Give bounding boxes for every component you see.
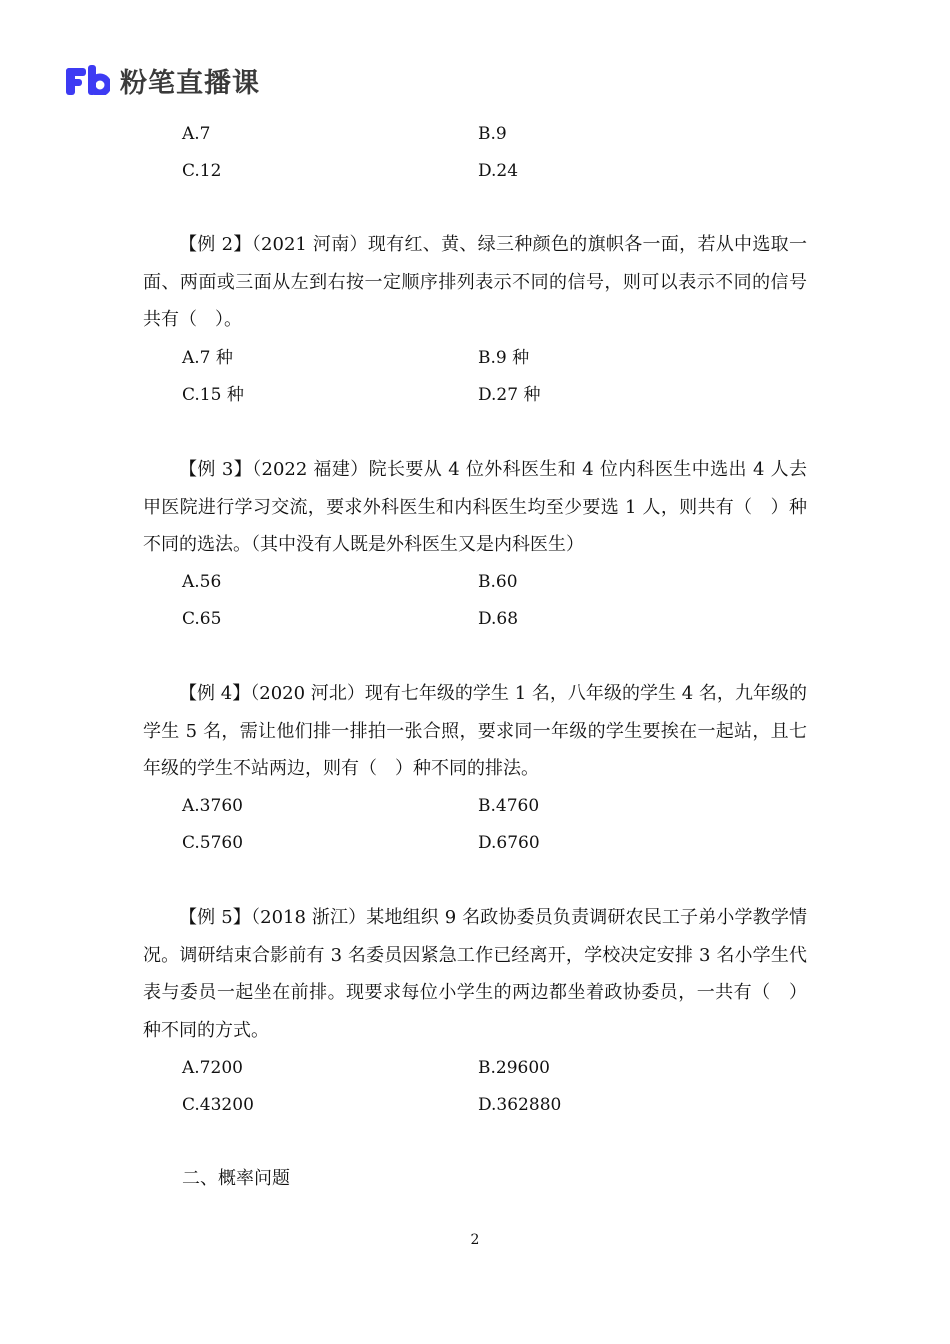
option-row xyxy=(182,384,802,406)
section-heading: 二、概率问题 xyxy=(182,1168,290,1189)
question-text: 【例 5】（2018 浙江）某地组织 9 名政协委员负责调研农民工子弟小学教学情况。调研结束合影前有 3 名委员因紧急工作已经离开，学校决定安排 3 名小学生代表与委员一起坐在前排。现要求每位小学生的两边都坐着政协委员，一共有（ ）种不同的方式。 xyxy=(143,907,807,1041)
option-d: D.24 xyxy=(478,161,519,181)
option-c: C.15 种 xyxy=(182,385,244,405)
option-c: C.12 xyxy=(182,161,222,181)
option-d: D.6760 xyxy=(478,833,540,853)
option-a: A.7200 xyxy=(182,1058,243,1078)
option-row xyxy=(182,832,802,854)
option-d: D.27 种 xyxy=(478,385,541,405)
option-c: C.5760 xyxy=(182,833,244,853)
page-number: 2 xyxy=(470,1232,480,1248)
option-d: D.362880 xyxy=(478,1095,562,1115)
question-text: 【例 3】（2022 福建）院长要从 4 位外科医生和 4 位内科医生中选出 4 人去甲医院进行学习交流，要求外科医生和内科医生均至少要选 1 人，则共有（ ）种不同的选法。（其中没有人既是外科医生又是内科医生） xyxy=(143,459,807,555)
question-3 xyxy=(143,451,807,564)
question-text: 【例 2】（2021 河南）现有红、黄、绿三种颜色的旗帜各一面，若从中选取一面、两面或三面从左到右按一定顺序排列表示不同的信号，则可以表示不同的信号共有（ ）。 xyxy=(143,234,807,330)
option-b: B.9 种 xyxy=(478,348,530,368)
option-c: C.43200 xyxy=(182,1095,254,1115)
question-text: 【例 4】（2020 河北）现有七年级的学生 1 名，八年级的学生 4 名，九年级的学生 5 名，需让他们排一排拍一张合照，要求同一年级的学生要挨在一起站，且七年级的学生不站两边，则有（ ）种不同的排法。 xyxy=(143,683,807,779)
option-row xyxy=(182,571,802,593)
option-row xyxy=(182,123,802,145)
question-2 xyxy=(143,226,807,339)
option-row xyxy=(182,160,802,182)
option-row xyxy=(182,1057,802,1079)
fb-logo-icon xyxy=(66,65,110,95)
option-b: B.4760 xyxy=(478,796,540,816)
brand-logo xyxy=(66,62,260,98)
option-b: B.60 xyxy=(478,572,518,592)
option-a: A.7 种 xyxy=(182,348,233,368)
option-row xyxy=(182,347,802,369)
option-row xyxy=(182,1094,802,1116)
option-row xyxy=(182,608,802,630)
option-a: A.56 xyxy=(182,572,222,592)
option-d: D.68 xyxy=(478,609,519,629)
option-c: C.65 xyxy=(182,609,222,629)
option-b: B.29600 xyxy=(478,1058,550,1078)
option-a: A.3760 xyxy=(182,796,243,816)
logo-text: 粉笔直播课 xyxy=(120,67,260,99)
option-a: A.7 xyxy=(182,124,211,144)
option-b: B.9 xyxy=(478,124,507,144)
option-row xyxy=(182,795,802,817)
question-4 xyxy=(143,675,807,788)
question-5 xyxy=(143,899,807,1049)
